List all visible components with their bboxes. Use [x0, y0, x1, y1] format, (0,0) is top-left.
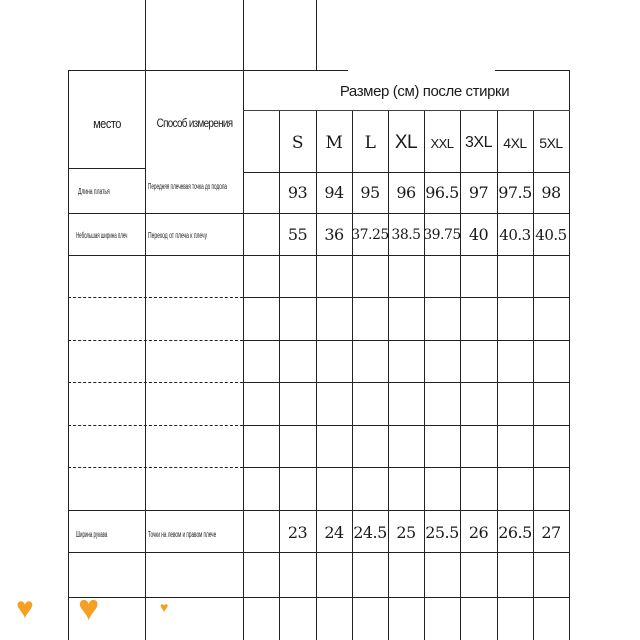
table-border — [243, 382, 570, 383]
table-border — [68, 70, 348, 71]
table-cell: 96 — [396, 183, 416, 202]
table-border — [569, 70, 570, 640]
size-header: S — [291, 133, 304, 153]
table-cell: 98 — [541, 183, 561, 202]
table-cell: 40.3 — [499, 225, 531, 244]
table-border — [68, 552, 570, 553]
table-cell: 27 — [541, 522, 561, 542]
heart-icon: ♥ — [16, 592, 34, 625]
table-cell: 37.25 — [351, 226, 389, 243]
table-border — [68, 255, 570, 256]
table-border — [243, 297, 570, 298]
table-cell: 24 — [324, 522, 344, 542]
table-cell: 39.75 — [423, 226, 461, 243]
row-place-label: Небольшая ширина плеч — [76, 231, 128, 240]
table-border — [68, 70, 69, 640]
size-header: 3XL — [465, 134, 492, 151]
heart-icon: ♥ — [160, 599, 169, 615]
method-column-header: Способ измерения — [156, 116, 233, 130]
table-cell: 93 — [287, 183, 308, 202]
table-border — [68, 297, 243, 298]
size-header: L — [364, 133, 376, 153]
table-border — [68, 382, 243, 383]
table-cell: 38.5 — [391, 226, 421, 243]
table-border — [316, 0, 317, 70]
size-header: XL — [394, 132, 418, 153]
row-method-label: Передняя плечевая точка до подола — [148, 182, 228, 191]
table-cell: 96.5 — [425, 183, 459, 202]
size-header: 4XL — [503, 135, 527, 151]
table-cell: 26 — [468, 522, 489, 542]
table-border — [243, 110, 570, 111]
table-cell: 25 — [396, 522, 416, 542]
table-border — [145, 0, 146, 640]
row-place-label: Длина платья — [78, 187, 110, 196]
table-cell: 94 — [324, 183, 344, 202]
size-header: XXL — [430, 135, 454, 151]
size-group-title: Размер (см) после стирки — [339, 82, 510, 100]
table-border — [243, 467, 570, 468]
table-cell: 23 — [287, 522, 308, 542]
table-border — [68, 425, 243, 426]
table-cell: 55 — [287, 225, 308, 244]
table-cell: 40 — [468, 225, 489, 244]
table-border — [495, 70, 570, 71]
table-border — [243, 0, 244, 640]
table-border — [68, 510, 570, 511]
table-cell: 97 — [468, 183, 489, 202]
heart-icon: ♥ — [78, 587, 100, 628]
table-cell: 26.5 — [498, 522, 532, 542]
table-border — [68, 467, 243, 468]
table-border — [68, 168, 146, 169]
table-cell: 25.5 — [425, 522, 459, 542]
table-border — [68, 340, 243, 341]
size-header: 5XL — [539, 135, 563, 151]
table-border — [243, 425, 570, 426]
row-place-label: Ширина рукава — [76, 530, 108, 539]
size-header: M — [325, 133, 343, 153]
place-column-header: место — [93, 115, 121, 131]
row-method-label: Точки на левом и правом плече — [148, 530, 217, 539]
table-cell: 97.5 — [498, 183, 532, 202]
table-cell: 40.5 — [535, 225, 567, 244]
table-cell: 36 — [324, 225, 344, 244]
table-border — [68, 597, 570, 598]
table-cell: 95 — [360, 183, 380, 202]
table-border — [243, 340, 570, 341]
row-method-label: Переход от плеча к плечу — [148, 231, 208, 240]
table-cell: 24.5 — [353, 522, 387, 542]
